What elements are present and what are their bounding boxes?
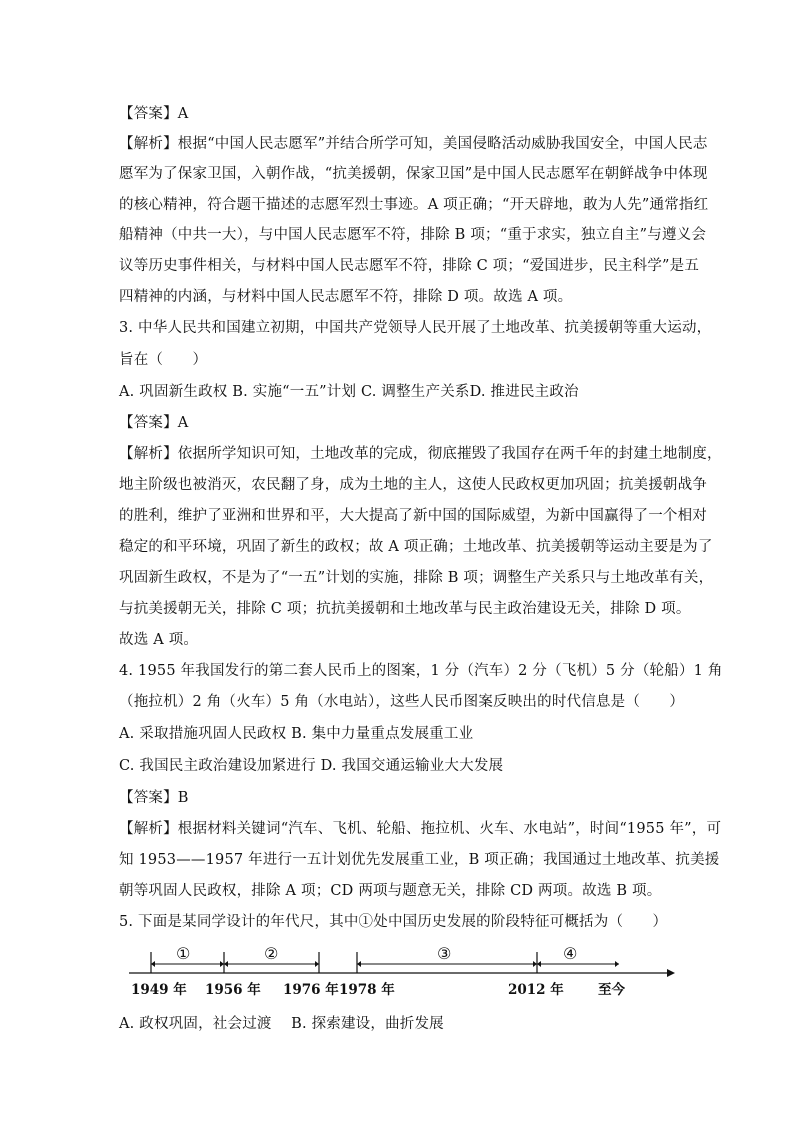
analysis-text: 的核心精神，符合题干描述的志愿军烈士事迹。A 项正确；“开天辟地，敢为人先”通常指红	[119, 197, 709, 213]
options-line: C. 我国民主政治建设加紧进行 D. 我国交通运输业大大发展	[119, 758, 504, 774]
timeline-label: 1949 年	[131, 982, 187, 998]
timeline-segment-4: ④	[563, 944, 578, 963]
timeline-segment-3: ③	[437, 944, 452, 963]
timeline-label: 1956 年	[205, 982, 261, 998]
analysis-text: 船精神（中共一大），与中国人民志愿军不符，排除 B 项；“重于求实，独立自主”与遵义会	[119, 227, 707, 243]
timeline-axis	[119, 940, 679, 980]
analysis-text: 愿军为了保家卫国，入朝作战，“抗美援朝，保家卫国”是中国人民志愿军在朝鲜战争中体现	[119, 166, 708, 182]
timeline-segment-2: ②	[264, 944, 279, 963]
question-text: （拖拉机）2 角（火车）5 角（水电站），这些人民币图案反映出的时代信息是（ ）	[119, 694, 685, 710]
analysis-text: 朝等巩固人民政权，排除 A 项；CD 两项与题意无关，排除 CD 两项。故选 B 项。	[119, 883, 662, 899]
timeline-segment-1: ①	[176, 944, 191, 963]
analysis-text: 四精神的内涵，与材料中国人民志愿军不符，排除 D 项。故选 A 项。	[119, 289, 573, 305]
timeline-label: 至今	[598, 982, 625, 998]
timeline-label: 1976 年	[283, 982, 339, 998]
analysis-text: 巩固新生政权，不是为了“一五”计划的实施，排除 B 项；调整生产关系只与土地改革有关，	[119, 570, 714, 586]
options-line: A. 巩固新生政权 B. 实施“一五”计划 C. 调整生产关系D. 推进民主政治	[119, 384, 579, 400]
options-line: A. 采取措施巩固人民政权 B. 集中力量重点发展重工业	[119, 726, 474, 742]
analysis-text: 【解析】根据“中国人民志愿军”并结合所学可知，美国侵略活动威胁我国安全，中国人民志	[119, 136, 708, 152]
analysis-text: 故选 A 项。	[119, 632, 199, 648]
timeline-label: 1978 年	[339, 982, 395, 998]
timeline-ruler	[119, 940, 679, 1002]
timeline-label: 2012 年	[508, 982, 564, 998]
answer-label: 【答案】A	[119, 106, 189, 122]
analysis-text: 【解析】根据材料关键词“汽车、飞机、轮船、拖拉机、火车、水电站”，时间“1955 年”，可	[119, 821, 722, 837]
analysis-text: 与抗美援朝无关，排除 C 项；抗抗美援朝和土地改革与民主政治建设无关，排除 D 项。	[119, 601, 691, 617]
question-text: 5. 下面是某同学设计的年代尺，其中①处中国历史发展的阶段特征可概括为（ ）	[119, 914, 668, 930]
analysis-text: 知 1953——1957 年进行一五计划优先发展重工业，B 项正确；我国通过土地改革、抗美援	[119, 852, 720, 868]
question-text: 4. 1955 年我国发行的第二套人民币上的图案，1 分（汽车）2 分（飞机）5 分（轮船）1 角	[119, 663, 723, 679]
question-text: 3. 中华人民共和国建立初期，中国共产党领导人民开展了土地改革、抗美援朝等重大运动，	[119, 320, 712, 336]
analysis-text: 的胜利，维护了亚洲和世界和平，大大提高了新中国的国际威望，为新中国赢得了一个相对	[119, 508, 707, 524]
question-text: 旨在（ ）	[119, 352, 208, 368]
answer-label: 【答案】A	[119, 415, 189, 431]
analysis-text: 稳定的和平环境，巩固了新生的政权；故 A 项正确；土地改革、抗美援朝等运动主要是为了	[119, 539, 713, 555]
options-line: A. 政权巩固，社会过渡 B. 探索建设，曲折发展	[119, 1016, 444, 1032]
answer-label: 【答案】B	[119, 790, 189, 806]
analysis-text: 【解析】依据所学知识可知，土地改革的完成，彻底摧毁了我国存在两千年的封建土地制度，	[119, 446, 722, 462]
analysis-text: 地主阶级也被消灭，农民翻了身，成为土地的主人，这使人民政权更加巩固；抗美援朝战争	[119, 477, 707, 493]
analysis-text: 议等历史事件相关，与材料中国人民志愿军不符，排除 C 项；“爱国进步，民主科学”是五	[119, 258, 700, 274]
